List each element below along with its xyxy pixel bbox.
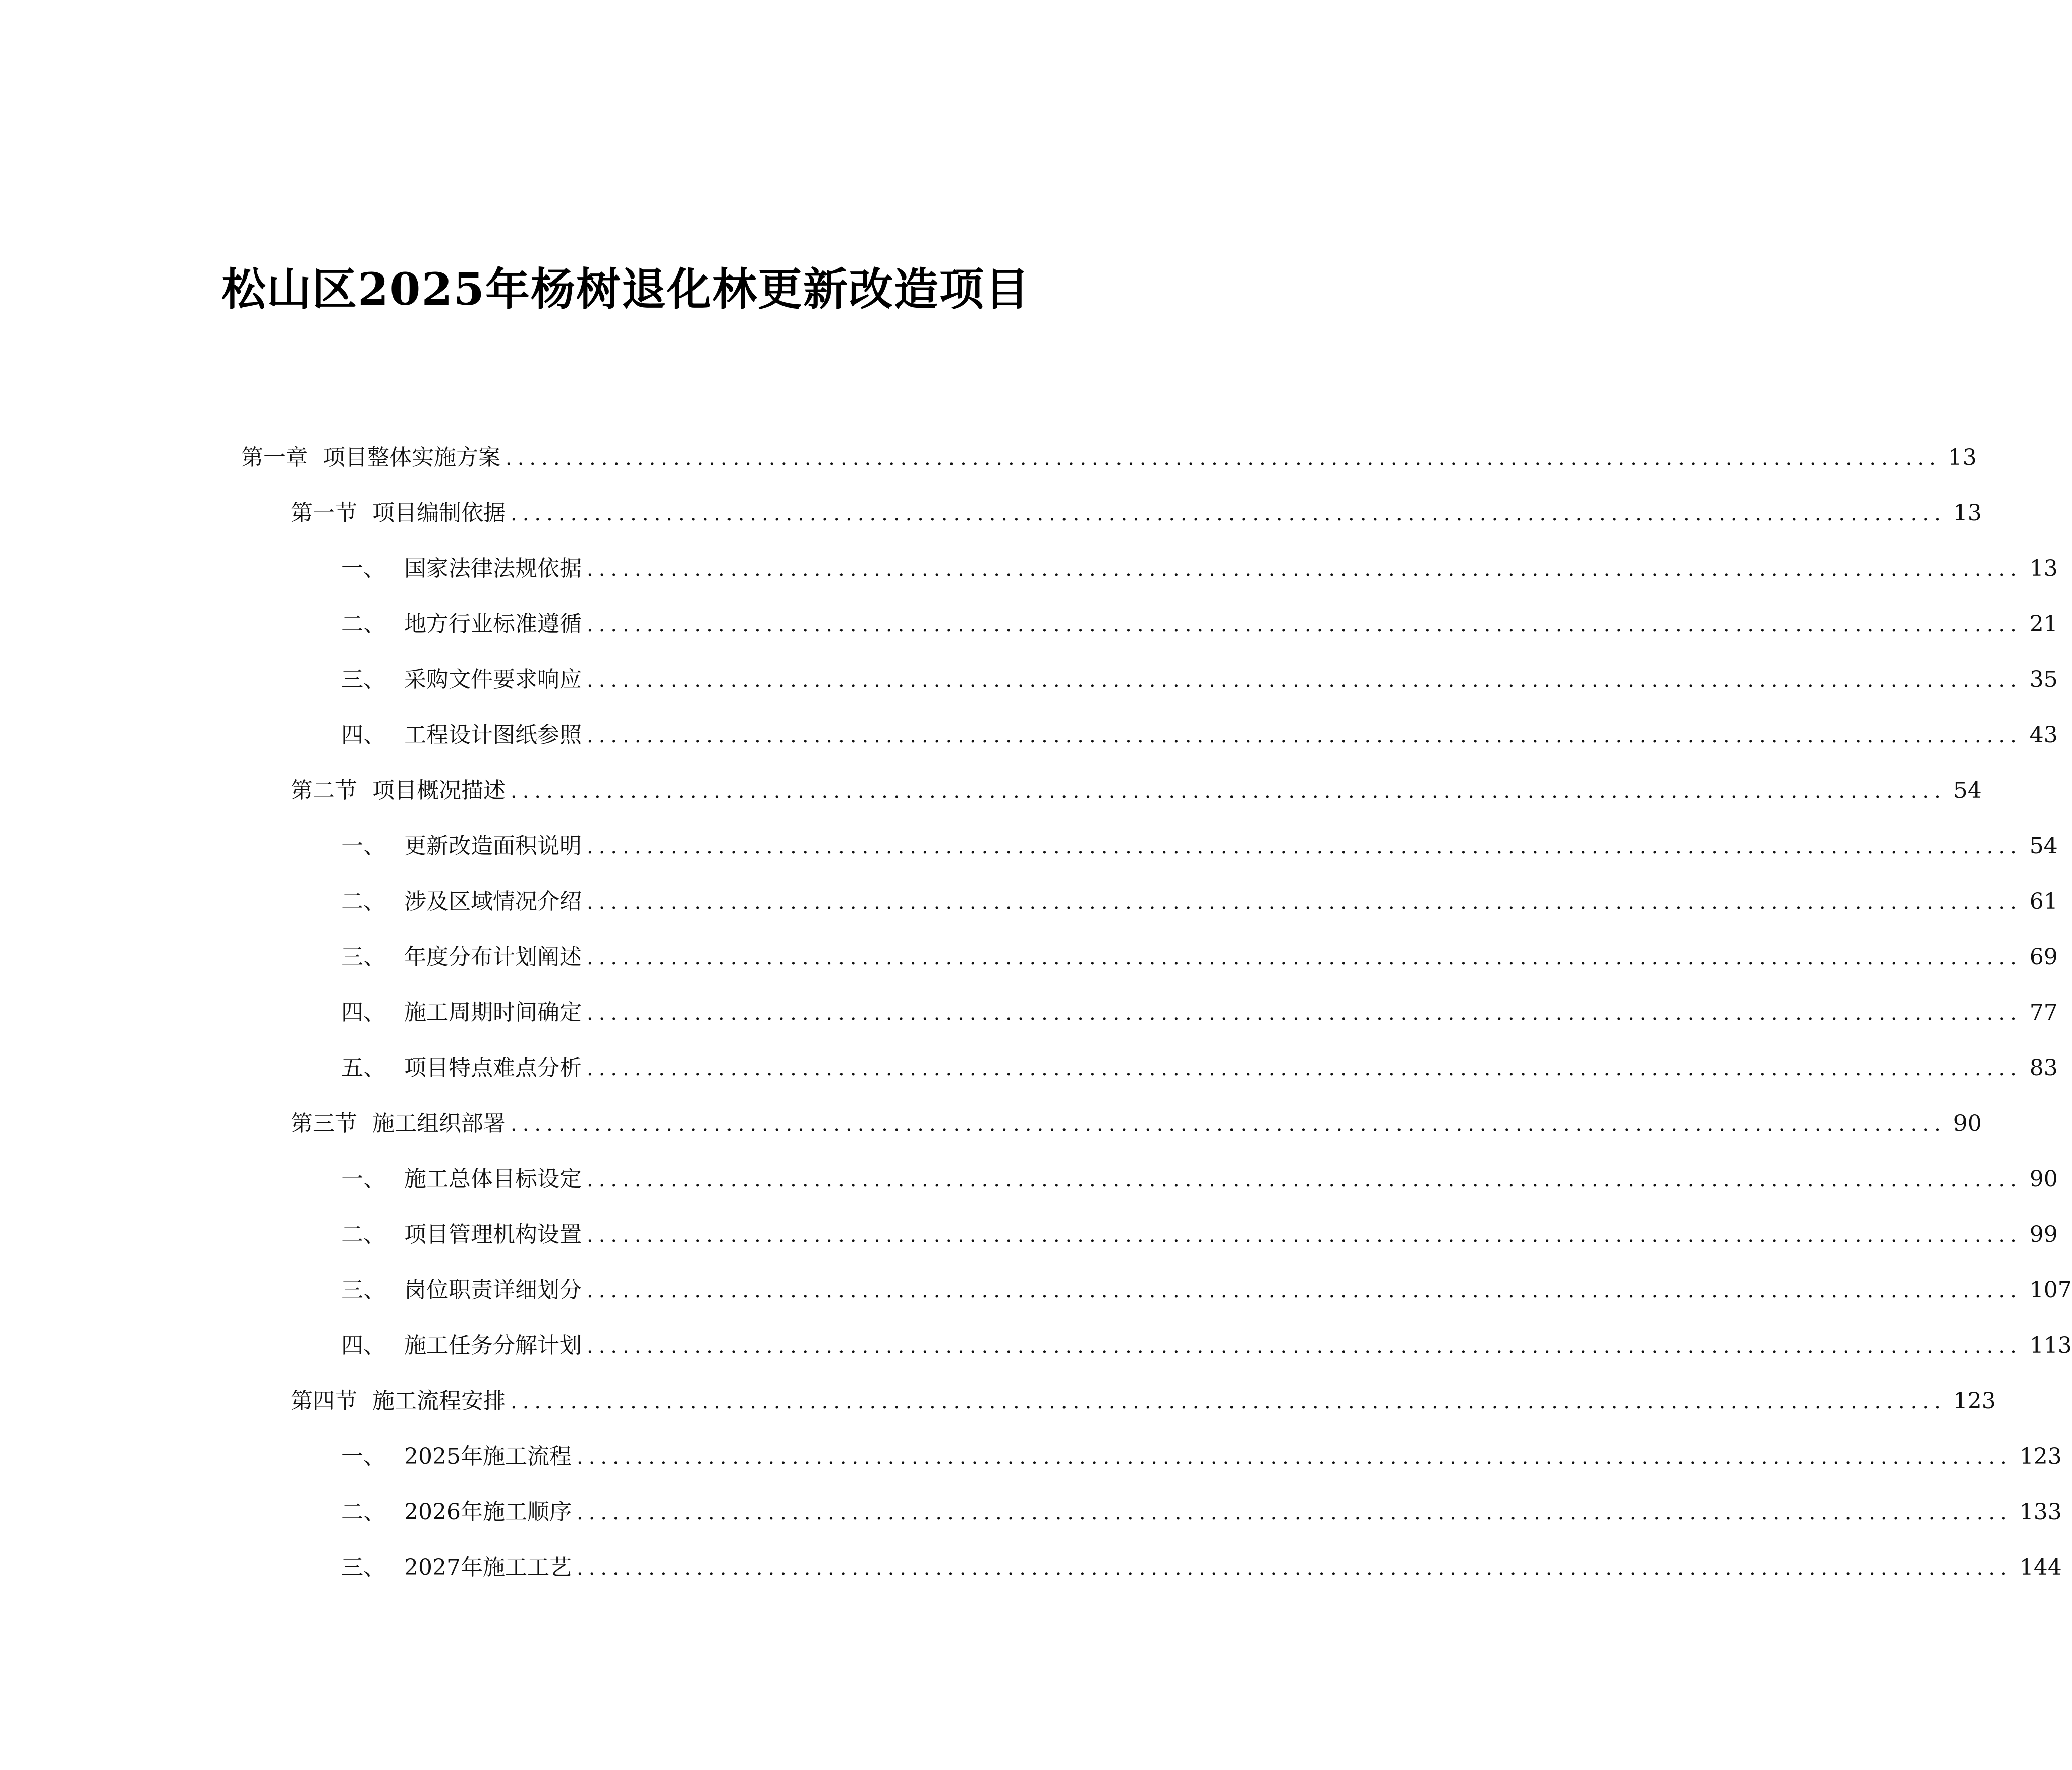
toc-entry-number: 二、 <box>341 889 385 914</box>
toc-entry-page-number: 69 <box>2029 944 2058 970</box>
toc-entry-row <box>341 720 2058 750</box>
toc-dot-leader: ........................................................................................................................ <box>587 891 2023 914</box>
toc-entry-page-number: 13 <box>1953 500 1982 526</box>
toc-entry-page-number: 54 <box>1953 778 1982 803</box>
toc-dot-leader: ........................................................................................................................ <box>576 1446 2012 1469</box>
toc-entry-row <box>341 1553 2062 1583</box>
toc-entry-number: 三、 <box>341 1555 385 1580</box>
toc-entry-page-number: 144 <box>2019 1555 2062 1580</box>
toc-dot-leader: ........................................................................................................................ <box>587 1168 2023 1191</box>
toc-dot-leader: ........................................................................................................................ <box>511 1390 1946 1413</box>
toc-entry-title: 项目整体实施方案 <box>323 445 500 470</box>
toc-entry-title: 国家法律法规依据 <box>404 556 582 581</box>
toc-entry-row <box>341 1331 2072 1361</box>
toc-entry-row <box>291 1386 1996 1416</box>
toc-entry-page-number: 77 <box>2029 1000 2058 1025</box>
toc-entry-row <box>341 665 2058 695</box>
toc-entry-number: 二、 <box>341 1499 385 1525</box>
toc-entry[interactable] <box>0 1318 2072 1373</box>
toc-entry[interactable] <box>0 541 2058 596</box>
toc-dot-leader: ........................................................................................................................ <box>587 558 2023 581</box>
toc-entry-row <box>341 554 2058 584</box>
toc-entry-page-number: 90 <box>2029 1166 2058 1192</box>
toc-entry-page-number: 61 <box>2029 889 2058 914</box>
toc-dot-leader: ........................................................................................................................ <box>587 1057 2023 1080</box>
toc-entry-number: 二、 <box>341 1222 385 1247</box>
toc-entry-number: 三、 <box>341 944 385 970</box>
toc-dot-leader: ........................................................................................................................ <box>506 447 1941 470</box>
toc-entry-number: 一、 <box>341 1166 385 1192</box>
toc-entry-page-number: 83 <box>2029 1055 2058 1081</box>
toc-entry[interactable] <box>0 707 2058 763</box>
toc-entry-row <box>241 443 1977 473</box>
toc-entry-row <box>341 942 2058 972</box>
toc-entry-row <box>341 1497 2062 1527</box>
toc-entry-page-number: 123 <box>2019 1444 2062 1469</box>
toc-dot-leader: ........................................................................................................................ <box>576 1501 2012 1524</box>
toc-entry-row <box>341 1220 2058 1250</box>
toc-entry-number: 第一节 <box>291 500 357 526</box>
toc-entry-page-number: 123 <box>1953 1388 1996 1414</box>
toc-dot-leader: ........................................................................................................................ <box>511 502 1946 525</box>
toc-entry-title: 地方行业标准遵循 <box>404 611 582 637</box>
toc-entry-title: 工程设计图纸参照 <box>404 722 582 748</box>
toc-dot-leader: ........................................................................................................................ <box>587 835 2023 858</box>
toc-dot-leader: ........................................................................................................................ <box>511 1113 1946 1136</box>
toc-entry-title: 更新改造面积说明 <box>404 833 582 859</box>
toc-entry-number: 三、 <box>341 667 385 692</box>
toc-entry[interactable] <box>0 929 2058 985</box>
toc-dot-leader: ........................................................................................................................ <box>587 669 2023 692</box>
toc-entry[interactable] <box>0 1373 1996 1429</box>
toc-entry-page-number: 13 <box>2029 556 2058 581</box>
toc-entry-number: 二、 <box>341 611 385 637</box>
toc-entry[interactable] <box>0 1262 2072 1318</box>
toc-entry[interactable] <box>0 1096 1982 1151</box>
toc-entry-title: 2026年施工顺序 <box>404 1499 572 1525</box>
toc-entry-number: 四、 <box>341 1333 385 1358</box>
toc-entry-number: 第一章 <box>241 445 308 470</box>
toc-entry[interactable] <box>0 1151 2058 1207</box>
toc-entry-title: 施工组织部署 <box>372 1111 506 1136</box>
toc-entry-number: 第二节 <box>291 778 357 803</box>
toc-entry-number: 四、 <box>341 722 385 748</box>
toc-entry[interactable] <box>0 596 2058 652</box>
toc-entry-row <box>341 1442 2062 1472</box>
toc-entry[interactable] <box>0 1040 2058 1096</box>
toc-entry-title: 采购文件要求响应 <box>404 667 582 692</box>
document-title: 松山区2025年杨树退化林更新改造项目 <box>221 263 1030 315</box>
toc-entry-number: 一、 <box>341 556 385 581</box>
toc-entry[interactable] <box>0 874 2058 929</box>
toc-dot-leader: ........................................................................................................................ <box>587 946 2023 969</box>
toc-entry-row <box>341 998 2058 1028</box>
toc-entry-page-number: 43 <box>2029 722 2058 748</box>
toc-entry[interactable] <box>0 1207 2058 1262</box>
toc-entry-row <box>341 1164 2058 1194</box>
toc-entry-title: 2025年施工流程 <box>404 1444 572 1469</box>
toc-entry-page-number: 54 <box>2029 833 2058 859</box>
toc-entry[interactable] <box>0 652 2058 707</box>
toc-entry-number: 第四节 <box>291 1388 357 1414</box>
toc-dot-leader: ........................................................................................................................ <box>587 1279 2023 1302</box>
toc-dot-leader: ........................................................................................................................ <box>511 780 1946 803</box>
toc-entry-row <box>341 609 2058 639</box>
toc-entry-title: 施工总体目标设定 <box>404 1166 582 1192</box>
toc-entry-title: 项目编制依据 <box>372 500 506 526</box>
toc-dot-leader: ........................................................................................................................ <box>587 1002 2023 1025</box>
toc-entry-title: 项目管理机构设置 <box>404 1222 582 1247</box>
toc-entry-title: 项目概况描述 <box>372 778 506 803</box>
toc-entry-page-number: 99 <box>2029 1222 2058 1247</box>
toc-entry-title: 岗位职责详细划分 <box>404 1277 582 1303</box>
toc-entry-title: 施工任务分解计划 <box>404 1333 582 1358</box>
toc-entry-row <box>341 887 2058 917</box>
toc-entry-row <box>291 1109 1982 1139</box>
toc-entry-row <box>291 498 1982 528</box>
toc-entry-page-number: 113 <box>2029 1333 2072 1358</box>
toc-entry-title: 项目特点难点分析 <box>404 1055 582 1081</box>
toc-entry-number: 三、 <box>341 1277 385 1303</box>
toc-entry[interactable] <box>0 985 2058 1040</box>
toc-entry-number: 一、 <box>341 1444 385 1469</box>
toc-entry-page-number: 107 <box>2029 1277 2072 1303</box>
toc-entry-title: 涉及区域情况介绍 <box>404 889 582 914</box>
toc-entry-page-number: 13 <box>1948 445 1977 470</box>
toc-dot-leader: ........................................................................................................................ <box>587 724 2023 747</box>
toc-entry-title: 年度分布计划阐述 <box>404 944 582 970</box>
table-of-contents <box>0 430 2072 1595</box>
toc-entry-row <box>341 1053 2058 1083</box>
toc-entry[interactable] <box>0 485 1982 541</box>
toc-dot-leader: ........................................................................................................................ <box>587 1224 2023 1247</box>
toc-entry[interactable] <box>0 430 1977 485</box>
toc-entry-number: 五、 <box>341 1055 385 1081</box>
toc-entry-title: 2027年施工工艺 <box>404 1555 572 1580</box>
toc-dot-leader: ........................................................................................................................ <box>587 613 2023 636</box>
toc-entry-number: 一、 <box>341 833 385 859</box>
toc-dot-leader: ........................................................................................................................ <box>587 1335 2023 1358</box>
toc-entry-number: 四、 <box>341 1000 385 1025</box>
toc-entry-row <box>341 1275 2072 1305</box>
toc-entry-number: 第三节 <box>291 1111 357 1136</box>
toc-entry-page-number: 90 <box>1953 1111 1982 1136</box>
toc-entry-row <box>341 831 2058 861</box>
toc-entry[interactable] <box>0 1540 2062 1595</box>
toc-entry-page-number: 21 <box>2029 611 2058 637</box>
toc-dot-leader: ........................................................................................................................ <box>576 1557 2012 1580</box>
toc-entry[interactable] <box>0 1429 2062 1484</box>
toc-entry-page-number: 133 <box>2019 1499 2062 1525</box>
toc-entry[interactable] <box>0 1484 2062 1540</box>
toc-entry-row <box>291 776 1982 806</box>
toc-entry[interactable] <box>0 763 1982 818</box>
toc-entry-title: 施工流程安排 <box>372 1388 506 1414</box>
toc-entry[interactable] <box>0 818 2058 874</box>
toc-entry-page-number: 35 <box>2029 667 2058 692</box>
toc-entry-title: 施工周期时间确定 <box>404 1000 582 1025</box>
